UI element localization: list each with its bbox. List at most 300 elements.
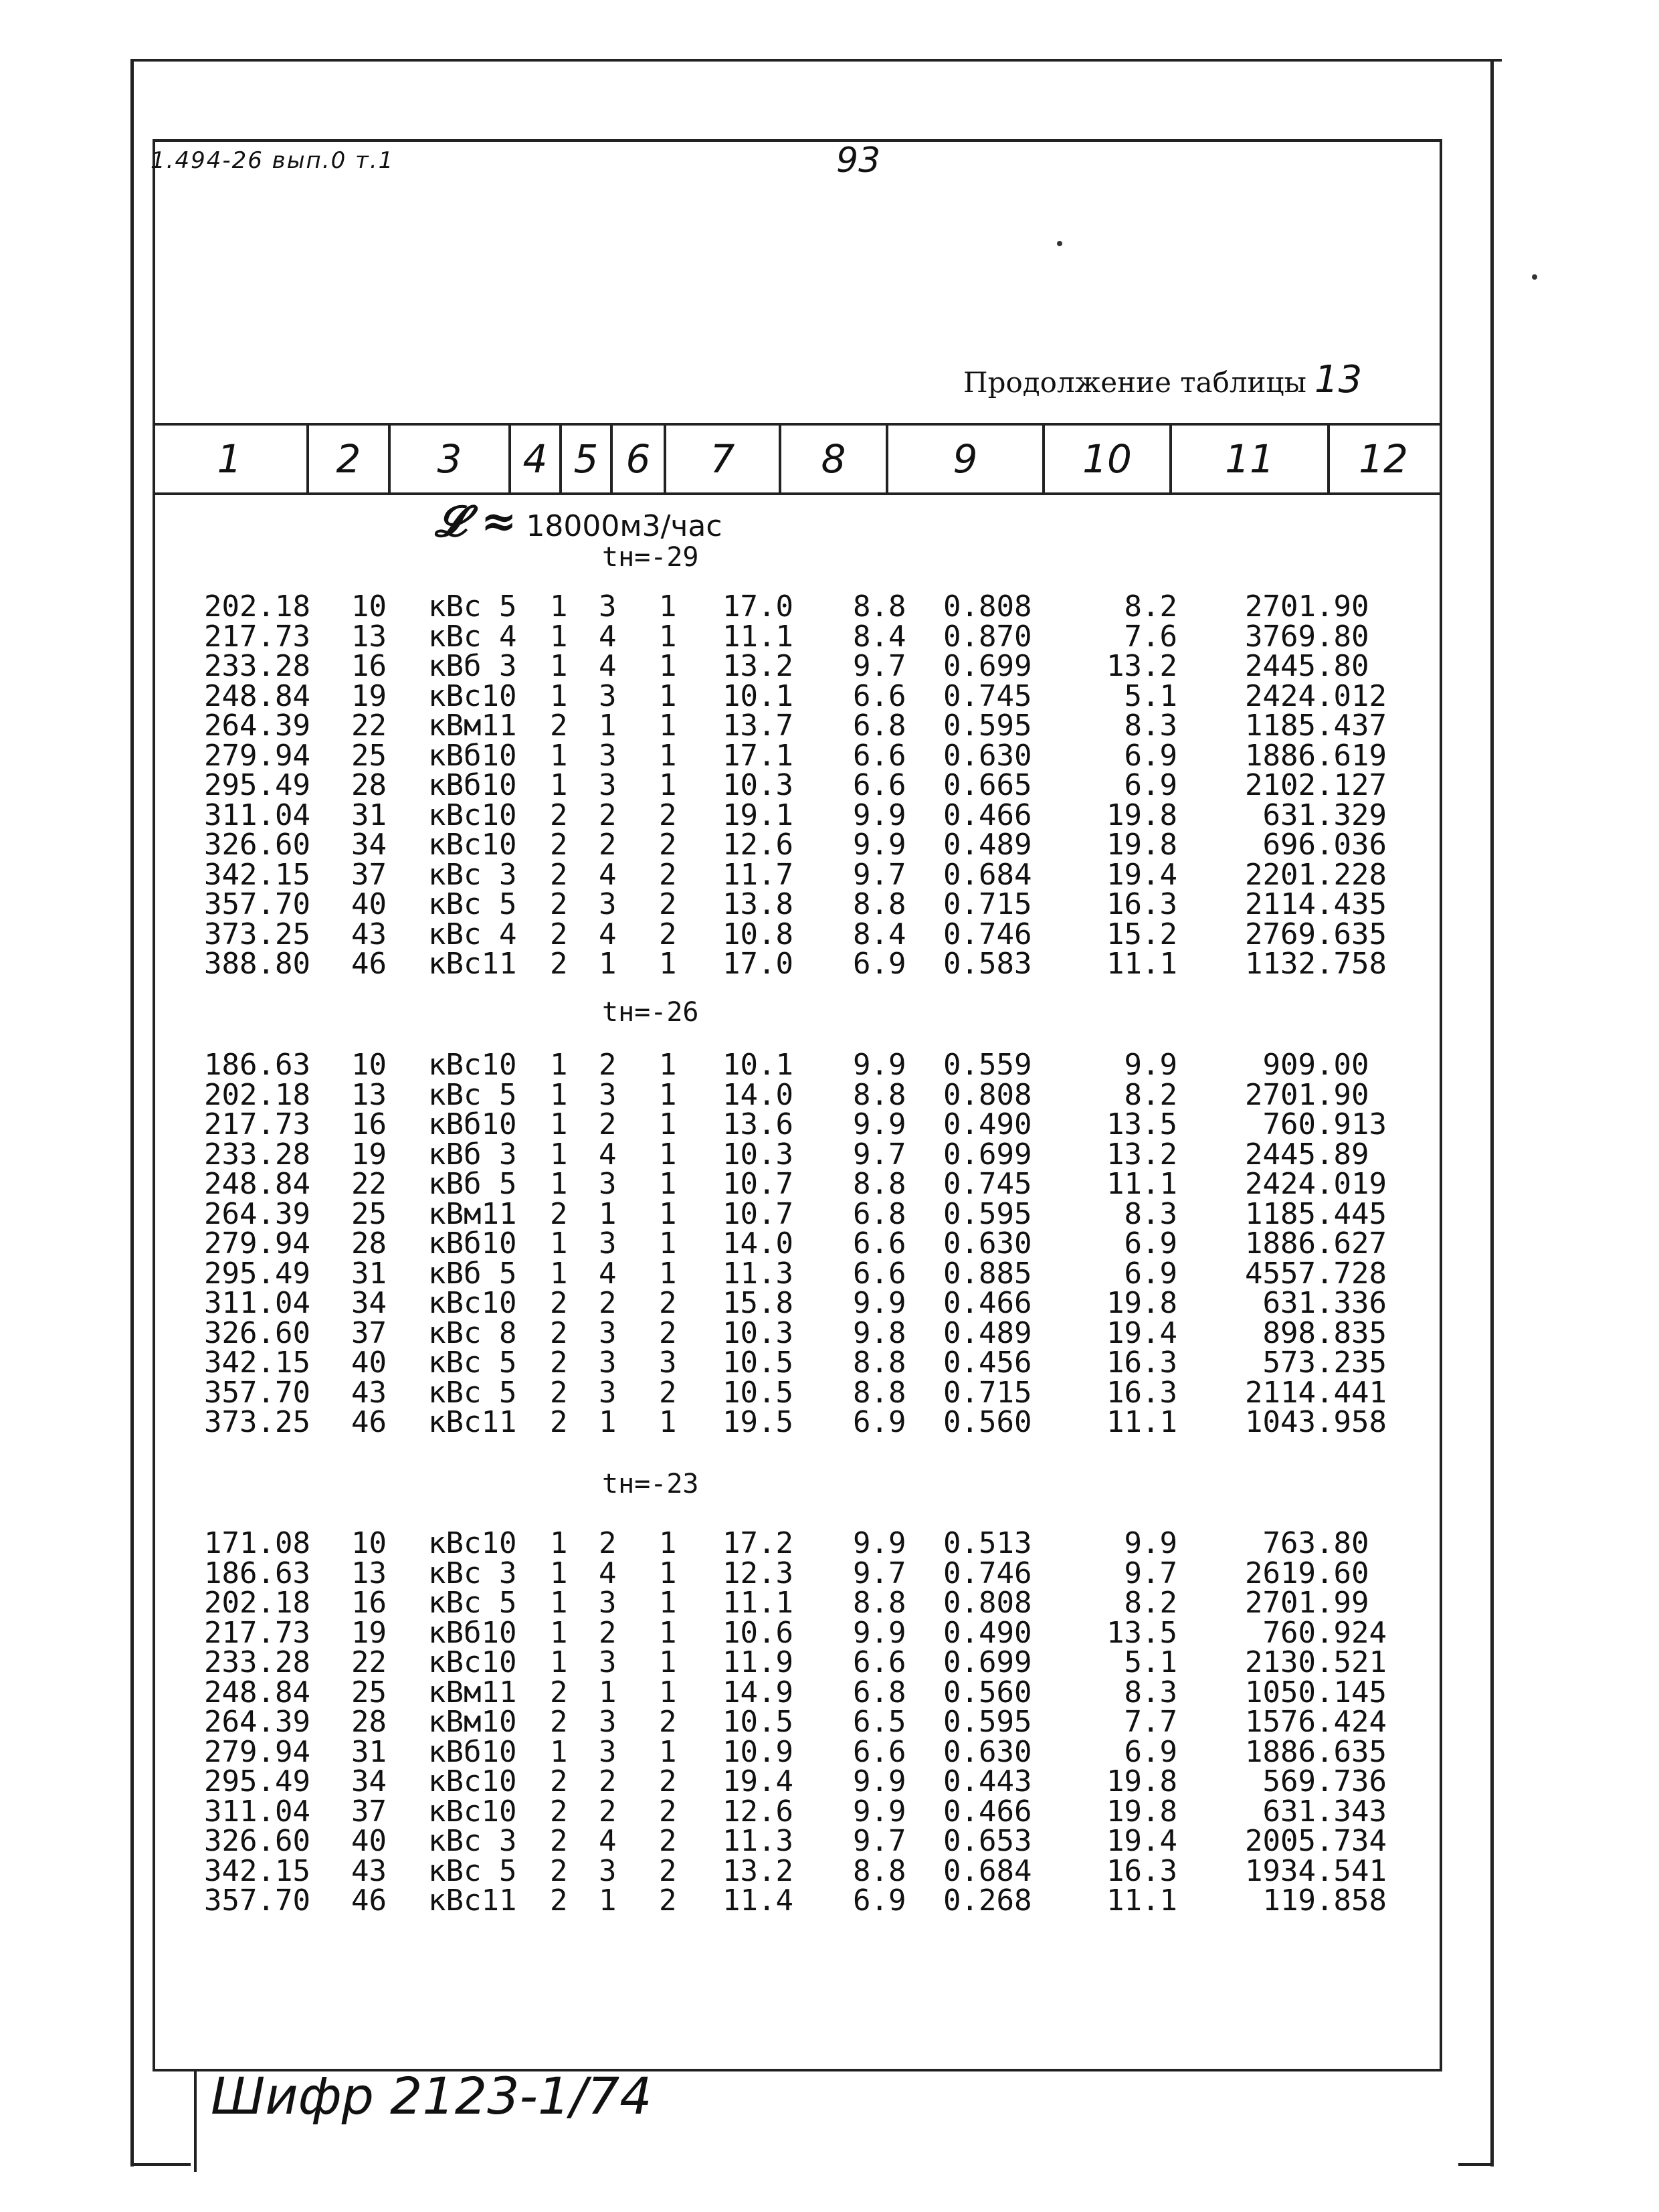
outer-frame-top [130,59,1502,62]
table-cell-col12: 28 [1351,857,1387,892]
table-cell-col7: 12.6 [722,828,793,862]
table-cell-col8: 9.9 [853,798,906,832]
table-cell-col9: 0.653 [943,1824,1032,1858]
table-cell-col8: 8.8 [853,1346,906,1380]
table-cell-col11: 2701.9 [1245,589,1351,624]
table-cell-col11: 696.0 [1262,828,1351,862]
table-cell-col1: 233.28 [204,649,310,683]
table-cell-col9: 0.885 [943,1256,1032,1291]
table-cell-col2: 43 [351,1375,387,1410]
table-cell-col9: 0.745 [943,1167,1032,1201]
table-cell-col11: 1185.4 [1245,1196,1351,1231]
table-row [0,1256,1659,1291]
table-cell-col8: 9.7 [853,1824,906,1858]
table-cell-col9: 0.715 [943,887,1032,921]
table-cell-col11: 2701.9 [1245,1586,1351,1620]
table-cell-col1: 388.80 [204,947,310,981]
table-cell-col8: 6.9 [853,1405,906,1439]
table-cell-col6: 1 [659,1556,677,1590]
table-cell-col1: 357.70 [204,887,310,921]
table-cell-col7: 11.1 [722,1586,793,1620]
table-cell-col12: 0 [1351,1048,1369,1082]
table-cell-col7: 10.3 [722,768,793,802]
table-cell-col9: 0.466 [943,1286,1032,1320]
table-cell-col8: 8.8 [853,1167,906,1201]
cipher-code: Шифр 2123-1/74 [211,2066,652,2126]
table-cell-col6: 2 [659,1853,677,1888]
table-row [0,1734,1659,1769]
table-cell-col10: 19.4 [1106,1824,1177,1858]
table-cell-col9: 0.665 [943,768,1032,802]
table-cell-col12: 45 [1351,1675,1387,1710]
table-cell-col1: 186.63 [204,1556,310,1590]
table-cell-col4: 1 [550,1226,568,1261]
table-cell-col4: 1 [550,1615,568,1650]
table-cell-col1: 248.84 [204,678,310,713]
table-cell-col9: 0.684 [943,857,1032,892]
table-cell-col9: 0.699 [943,1645,1032,1679]
table-cell-col8: 6.6 [853,1645,906,1679]
table-cell-col10: 19.8 [1106,798,1177,832]
table-cell-col9: 0.489 [943,828,1032,862]
table-cell-col10: 15.2 [1106,917,1177,951]
table-cell-col2: 22 [351,1167,387,1201]
table-cell-col7: 11.3 [722,1824,793,1858]
table-cell-col7: 11.4 [722,1883,793,1918]
table-cell-col12: 37 [1351,709,1387,743]
table-cell-col4: 1 [550,1645,568,1679]
table-cell-col12: 35 [1351,917,1387,951]
table-cell-col6: 1 [659,1077,677,1112]
table-cell-col2: 22 [351,709,387,743]
table-cell-col4: 1 [550,1734,568,1769]
table-cell-col11: 760.9 [1262,1615,1351,1650]
table-row [0,1705,1659,1739]
table-cell-col7: 10.7 [722,1167,793,1201]
table-cell-col11: 4557.7 [1245,1256,1351,1291]
table-cell-col10: 6.9 [1124,1256,1177,1291]
table-cell-col12: 58 [1351,947,1387,981]
table-cell-col3: кВб10 [428,768,517,802]
table-cell-col6: 1 [659,1167,677,1201]
table-cell-col5: 2 [599,1764,617,1799]
outer-frame-bottom-right [1458,2163,1494,2166]
section-heading: tн=-23 [602,1469,699,1499]
table-cell-col2: 40 [351,1824,387,1858]
table-cell-col8: 8.8 [853,1375,906,1410]
table-row [0,619,1659,654]
table-cell-col10: 9.9 [1124,1526,1177,1560]
table-cell-col2: 13 [351,1556,387,1590]
table-cell-col7: 17.2 [722,1526,793,1560]
table-cell-col6: 1 [659,1645,677,1679]
table-cell-col7: 13.7 [722,709,793,743]
table-cell-col2: 28 [351,1705,387,1739]
table-cell-col2: 37 [351,1794,387,1829]
table-cell-col8: 8.8 [853,589,906,624]
table-row [0,1196,1659,1231]
table-cell-col10: 9.9 [1124,1048,1177,1082]
table-cell-col10: 16.3 [1106,1346,1177,1380]
table-cell-col3: кВс 5 [428,887,517,921]
table-cell-col10: 8.3 [1124,1675,1177,1710]
column-header: 1 [217,436,242,482]
table-cell-col1: 202.18 [204,1077,310,1112]
table-cell-col2: 37 [351,1315,387,1350]
table-row [0,1348,1659,1378]
table-cell-col6: 1 [659,1405,677,1439]
table-cell-col3: кВс 3 [428,857,517,892]
continuation-caption [963,358,1362,401]
column-header: 8 [821,436,846,482]
table-row [0,738,1659,773]
table-cell-col1: 295.49 [204,768,310,802]
table-cell-col11: 760.9 [1262,1107,1351,1141]
table-cell-col2: 19 [351,1137,387,1172]
table-cell-col3: кВс10 [428,1048,517,1082]
scan-speck [1057,241,1062,246]
table-cell-col3: кВс 5 [428,589,517,624]
table-cell-col10: 19.4 [1106,1315,1177,1350]
table-cell-col10: 13.5 [1106,1107,1177,1141]
table-cell-col11: 2114.4 [1245,887,1351,921]
table-cell-col7: 19.5 [722,1405,793,1439]
table-cell-col8: 8.4 [853,619,906,654]
table-cell-col4: 2 [550,887,568,921]
table-cell-col7: 15.8 [722,1286,793,1320]
table-cell-col4: 1 [550,619,568,654]
table-cell-col7: 11.1 [722,619,793,654]
table-cell-col4: 2 [550,1315,568,1350]
table-cell-col5: 3 [599,738,617,773]
table-cell-col8: 6.6 [853,768,906,802]
table-cell-col5: 3 [599,1375,617,1410]
table-cell-col3: кВм11 [428,1196,517,1231]
table-cell-col11: 1576.4 [1245,1705,1351,1739]
table-row [0,1824,1659,1858]
table-row [0,1375,1659,1410]
table-cell-col8: 6.8 [853,709,906,743]
table-cell-col6: 2 [659,1883,677,1918]
table-cell-col7: 10.5 [722,1375,793,1410]
table-cell-col10: 11.1 [1106,1405,1177,1439]
table-cell-col7: 17.0 [722,947,793,981]
table-cell-col5: 3 [599,1734,617,1769]
table-cell-col6: 1 [659,1256,677,1291]
table-cell-col12: 0 [1351,1077,1369,1112]
table-cell-col2: 22 [351,1645,387,1679]
table-cell-col10: 7.7 [1124,1705,1177,1739]
table-cell-col5: 3 [599,1077,617,1112]
table-cell-col6: 1 [659,1586,677,1620]
table-row [0,857,1659,892]
table-cell-col1: 326.60 [204,1824,310,1858]
table-cell-col2: 34 [351,1764,387,1799]
table-cell-col2: 16 [351,649,387,683]
table-cell-col7: 11.3 [722,1256,793,1291]
table-cell-col11: 1886.6 [1245,1226,1351,1261]
table-cell-col2: 28 [351,768,387,802]
table-cell-col10: 6.9 [1124,768,1177,802]
table-cell-col6: 2 [659,917,677,951]
table-cell-col2: 13 [351,619,387,654]
table-cell-col1: 357.70 [204,1883,310,1918]
table-cell-col2: 10 [351,589,387,624]
table-cell-col2: 19 [351,678,387,713]
table-cell-col10: 19.4 [1106,857,1177,892]
table-cell-col10: 7.6 [1124,619,1177,654]
table-cell-col9: 0.746 [943,1556,1032,1590]
table-cell-col5: 4 [599,1256,617,1291]
table-cell-col10: 19.8 [1106,1286,1177,1320]
table-cell-col5: 1 [599,1196,617,1231]
table-row [0,1794,1659,1829]
table-cell-col10: 8.2 [1124,1586,1177,1620]
table-cell-col10: 13.2 [1106,1137,1177,1172]
table-cell-col1: 311.04 [204,798,310,832]
table-cell-col7: 13.2 [722,1853,793,1888]
table-cell-col9: 0.630 [943,1226,1032,1261]
table-cell-col8: 9.9 [853,1764,906,1799]
table-cell-col2: 34 [351,828,387,862]
table-cell-col7: 17.1 [722,738,793,773]
table-cell-col7: 11.7 [722,857,793,892]
table-cell-col4: 2 [550,917,568,951]
table-cell-col1: 326.60 [204,828,310,862]
table-cell-col3: кВс 5 [428,1853,517,1888]
table-cell-col12: 36 [1351,828,1387,862]
table-cell-col5: 3 [599,1705,617,1739]
table-row [0,1405,1659,1439]
table-cell-col12: 35 [1351,1734,1387,1769]
table-cell-col11: 631.3 [1262,1286,1351,1320]
table-cell-col6: 1 [659,709,677,743]
table-cell-col8: 6.6 [853,738,906,773]
table-cell-col12: 0 [1351,589,1369,624]
table-cell-col4: 1 [550,1107,568,1141]
table-cell-col3: кВс11 [428,1883,517,1918]
table-row [0,678,1659,713]
table-cell-col11: 1050.1 [1245,1675,1351,1710]
table-cell-col3: кВм11 [428,1675,517,1710]
table-cell-col9: 0.715 [943,1375,1032,1410]
table-row [0,887,1659,921]
table-cell-col1: 373.25 [204,917,310,951]
table-cell-col3: кВб 5 [428,1256,517,1291]
table-cell-col4: 2 [550,828,568,862]
table-cell-col5: 2 [599,1048,617,1082]
table-cell-col10: 8.3 [1124,709,1177,743]
table-cell-col11: 2619.6 [1245,1556,1351,1590]
column-header: 6 [625,436,651,482]
table-cell-col6: 2 [659,798,677,832]
table-cell-col5: 3 [599,1346,617,1380]
table-cell-col4: 1 [550,1526,568,1560]
table-row [0,1286,1659,1320]
table-cell-col3: кВс10 [428,1286,517,1320]
table-cell-col10: 11.1 [1106,947,1177,981]
table-cell-col4: 1 [550,589,568,624]
table-cell-col2: 31 [351,1734,387,1769]
table-row [0,1883,1659,1918]
table-cell-col1: 217.73 [204,619,310,654]
table-cell-col4: 1 [550,738,568,773]
table-cell-col2: 10 [351,1048,387,1082]
section-heading: tн=-26 [602,997,699,1028]
table-cell-col1: 311.04 [204,1286,310,1320]
table-cell-col7: 10.1 [722,1048,793,1082]
table-cell-col12: 35 [1351,1315,1387,1350]
table-cell-col11: 2424.0 [1245,678,1351,713]
table-cell-col5: 2 [599,1526,617,1560]
table-cell-col3: кВс10 [428,1764,517,1799]
table-cell-col7: 10.5 [722,1346,793,1380]
table-cell-col6: 2 [659,1705,677,1739]
table-cell-col8: 9.7 [853,1137,906,1172]
table-cell-col8: 6.9 [853,1883,906,1918]
table-cell-col12: 43 [1351,1794,1387,1829]
table-cell-col1: 217.73 [204,1107,310,1141]
table-cell-col1: 342.15 [204,857,310,892]
table-cell-col10: 8.2 [1124,589,1177,624]
column-header: 3 [437,436,462,482]
table-row [0,768,1659,802]
table-cell-col5: 2 [599,1615,617,1650]
table-cell-col12: 35 [1351,1346,1387,1380]
table-cell-col1: 186.63 [204,1048,310,1082]
table-cell-col8: 8.8 [853,1586,906,1620]
table-cell-col3: кВс10 [428,798,517,832]
table-cell-col5: 2 [599,1286,617,1320]
table-cell-col8: 6.5 [853,1705,906,1739]
table-cell-col1: 295.49 [204,1764,310,1799]
table-row [0,1645,1659,1679]
table-cell-col8: 9.7 [853,1556,906,1590]
table-cell-col11: 763.8 [1262,1526,1351,1560]
table-cell-col2: 31 [351,1256,387,1291]
table-cell-col1: 264.39 [204,709,310,743]
table-row [0,1526,1659,1560]
table-cell-col4: 2 [550,1794,568,1829]
table-cell-col7: 10.3 [722,1137,793,1172]
table-cell-col3: кВс 4 [428,619,517,654]
column-header: 9 [953,436,978,482]
table-row [0,798,1659,832]
table-row [0,1615,1659,1650]
table-cell-col4: 1 [550,678,568,713]
table-cell-col6: 2 [659,1824,677,1858]
table-cell-col11: 2445.8 [1245,649,1351,683]
table-cell-col8: 9.9 [853,1526,906,1560]
table-cell-col12: 0 [1351,1526,1369,1560]
table-cell-col3: кВс10 [428,828,517,862]
column-header-row [153,423,1442,495]
table-cell-col2: 43 [351,1853,387,1888]
table-cell-col11: 1043.9 [1245,1405,1351,1439]
table-cell-col5: 2 [599,798,617,832]
table-cell-col11: 1132.7 [1245,947,1351,981]
table-cell-col3: кВб10 [428,1615,517,1650]
table-cell-col6: 2 [659,1315,677,1350]
table-cell-col6: 2 [659,887,677,921]
table-cell-col2: 13 [351,1077,387,1112]
table-cell-col7: 14.9 [722,1675,793,1710]
table-cell-col10: 13.2 [1106,649,1177,683]
table-row [0,830,1659,860]
table-cell-col6: 2 [659,1286,677,1320]
airflow-value: 18000м3/час [526,509,722,543]
table-cell-col10: 11.1 [1106,1167,1177,1201]
table-row [0,1853,1659,1888]
table-cell-col3: кВс10 [428,1794,517,1829]
table-cell-col12: 21 [1351,1645,1387,1679]
table-cell-col3: кВс 5 [428,1375,517,1410]
table-cell-col8: 9.9 [853,1794,906,1829]
table-cell-col3: кВб 3 [428,649,517,683]
table-cell-col12: 41 [1351,1375,1387,1410]
table-cell-col9: 0.684 [943,1853,1032,1888]
table-row [0,1167,1659,1201]
table-cell-col5: 4 [599,649,617,683]
table-cell-col9: 0.630 [943,1734,1032,1769]
document-reference: 1.494-26 вып.0 т.1 [151,147,395,174]
table-cell-col1: 248.84 [204,1675,310,1710]
table-cell-col2: 31 [351,798,387,832]
column-header: 4 [522,436,548,482]
table-cell-col9: 0.699 [943,649,1032,683]
table-cell-col1: 233.28 [204,1645,310,1679]
table-cell-col1: 326.60 [204,1315,310,1350]
table-cell-col12: 34 [1351,1824,1387,1858]
table-cell-col1: 342.15 [204,1853,310,1888]
table-cell-col5: 3 [599,1853,617,1888]
table-cell-col12: 29 [1351,798,1387,832]
table-cell-col6: 3 [659,1346,677,1380]
table-cell-col4: 2 [550,1883,568,1918]
table-cell-col5: 4 [599,1137,617,1172]
table-cell-col4: 1 [550,1137,568,1172]
table-cell-col5: 3 [599,678,617,713]
table-cell-col7: 10.8 [722,917,793,951]
column-header: 10 [1082,436,1132,482]
table-cell-col11: 2201.2 [1245,857,1351,892]
table-cell-col8: 9.9 [853,1048,906,1082]
table-cell-col4: 1 [550,1048,568,1082]
table-cell-col6: 1 [659,947,677,981]
table-cell-col4: 2 [550,1196,568,1231]
table-cell-col1: 279.94 [204,1734,310,1769]
table-cell-col3: кВс 3 [428,1824,517,1858]
table-cell-col12: 12 [1351,678,1387,713]
table-cell-col4: 1 [550,1556,568,1590]
table-cell-col7: 10.5 [722,1705,793,1739]
table-cell-col3: кВс 5 [428,1346,517,1380]
table-cell-col3: кВс10 [428,678,517,713]
table-cell-col5: 3 [599,887,617,921]
table-cell-col5: 1 [599,1675,617,1710]
table-cell-col5: 3 [599,1586,617,1620]
table-cell-col10: 19.8 [1106,1764,1177,1799]
table-cell-col5: 4 [599,1824,617,1858]
table-cell-col1: 311.04 [204,1794,310,1829]
table-cell-col8: 6.6 [853,1226,906,1261]
table-cell-col10: 19.8 [1106,1794,1177,1829]
table-cell-col4: 1 [550,768,568,802]
table-row [0,649,1659,683]
table-cell-col6: 1 [659,1526,677,1560]
table-cell-col6: 1 [659,1107,677,1141]
table-cell-col11: 569.7 [1262,1764,1351,1799]
